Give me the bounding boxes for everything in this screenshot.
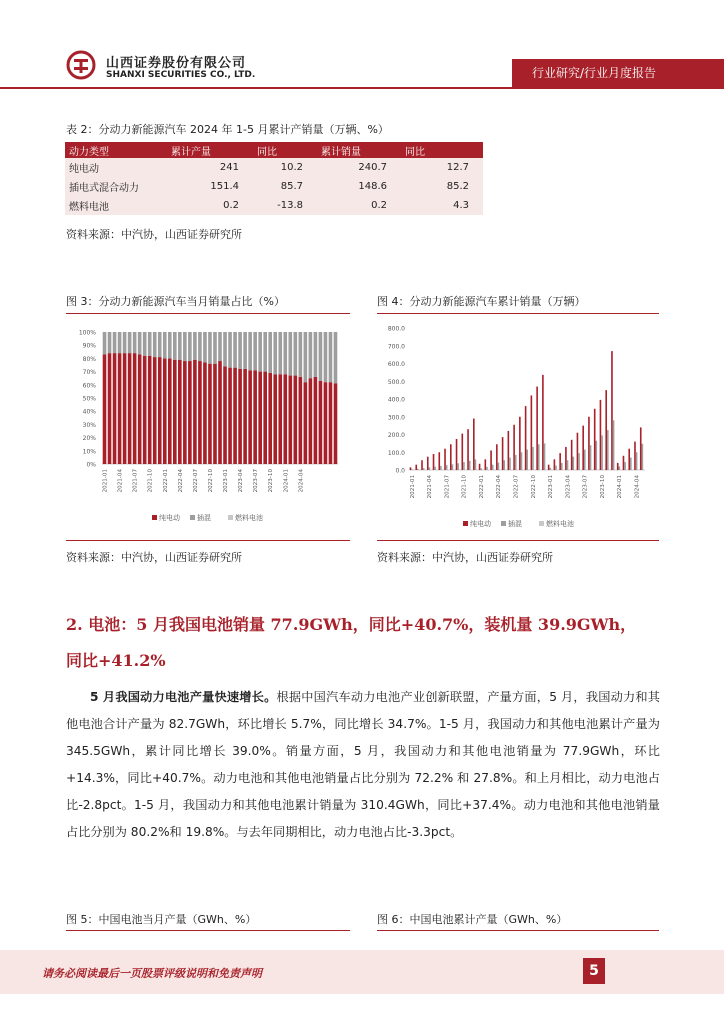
- bar-segment: [173, 332, 177, 360]
- fig4-top-rule: [377, 313, 659, 314]
- bar-segment: [283, 374, 287, 464]
- bar-segment: [253, 332, 257, 370]
- table2-source: 资料来源：中汽协，山西证券研究所: [66, 228, 242, 241]
- y-tick-label: 700.0: [387, 343, 405, 351]
- y-tick-label: 200.0: [387, 432, 405, 439]
- x-tick-label: 2023-01: [223, 469, 230, 493]
- table-cell: 241: [167, 158, 253, 177]
- bar: [452, 464, 454, 470]
- bar: [601, 435, 603, 470]
- y-tick-label: 10%: [82, 448, 96, 456]
- fig3-bottom-rule: [66, 540, 350, 541]
- bar: [502, 437, 504, 470]
- y-tick-label: 90%: [82, 342, 96, 350]
- x-tick-label: 2024-01: [617, 475, 624, 499]
- bar-segment: [238, 332, 242, 369]
- bar-segment: [158, 332, 162, 357]
- fig6-caption: 图 6：中国电池累计产量（GWh、%）: [377, 913, 568, 926]
- bar: [440, 466, 442, 470]
- bar: [600, 400, 602, 470]
- x-tick-label: 2023-07: [582, 475, 589, 499]
- bar-segment: [223, 332, 227, 366]
- bar: [605, 390, 607, 470]
- bar: [567, 460, 569, 470]
- bar-segment: [288, 332, 292, 376]
- bar-segment: [324, 382, 328, 464]
- bar: [526, 450, 528, 470]
- bar-segment: [128, 332, 132, 353]
- bar: [559, 453, 561, 470]
- bar-segment: [258, 372, 262, 464]
- fig3-caption: 图 3：分动力新能源汽车当月销量占比（%）: [66, 295, 285, 308]
- bar: [411, 469, 413, 470]
- bar: [486, 467, 488, 470]
- legend-label: 插混: [197, 514, 211, 522]
- company-name-cn: 山西证券股份有限公司: [106, 56, 247, 71]
- bar: [595, 441, 597, 470]
- table2-header: 累计产量: [167, 142, 253, 158]
- fig4-chart: [377, 318, 659, 534]
- x-tick-label: 2023-10: [268, 469, 275, 493]
- bar: [450, 444, 452, 470]
- legend-swatch: [463, 521, 468, 526]
- bar-segment: [188, 361, 192, 464]
- x-tick-label: 2021-10: [461, 475, 468, 499]
- table-cell: 12.7: [401, 158, 483, 177]
- bar-segment: [113, 353, 117, 464]
- bar: [554, 459, 556, 470]
- bar-segment: [233, 332, 237, 368]
- bar-segment: [183, 361, 187, 464]
- bar: [617, 463, 619, 470]
- bar-segment: [278, 374, 282, 464]
- bar: [555, 466, 557, 470]
- bar: [607, 430, 609, 470]
- bar: [590, 445, 592, 470]
- bar-segment: [193, 360, 197, 464]
- bar-segment: [309, 378, 313, 464]
- x-tick-label: 2021-01: [409, 475, 416, 499]
- bar: [628, 449, 630, 470]
- bar-segment: [208, 364, 212, 464]
- bar: [429, 467, 431, 470]
- y-tick-label: 80%: [82, 355, 96, 363]
- x-tick-label: 2023-07: [253, 469, 260, 493]
- bar: [444, 449, 446, 470]
- bar-segment: [309, 332, 313, 378]
- bar: [588, 417, 590, 470]
- bar-segment: [163, 358, 167, 464]
- bar: [634, 442, 636, 470]
- y-tick-label: 300.0: [387, 414, 405, 422]
- bar: [498, 463, 500, 470]
- bar: [423, 468, 425, 470]
- bar-segment: [304, 382, 308, 464]
- bar: [415, 465, 417, 470]
- bar: [624, 462, 626, 470]
- x-tick-label: 2021-04: [427, 475, 434, 499]
- bar-segment: [294, 332, 298, 376]
- legend-swatch: [539, 521, 544, 526]
- fig3-chart: [66, 318, 350, 534]
- y-tick-label: 40%: [82, 408, 96, 416]
- x-tick-label: 2022-07: [192, 469, 199, 493]
- bar: [446, 465, 448, 470]
- y-tick-label: 400.0: [387, 396, 405, 404]
- bar-segment: [198, 332, 202, 361]
- bar-segment: [118, 353, 122, 464]
- bar: [479, 464, 481, 470]
- table-cell: 燃料电池: [65, 196, 167, 215]
- bar-segment: [268, 332, 272, 373]
- bar-segment: [123, 353, 127, 464]
- bar-segment: [228, 332, 232, 368]
- x-tick-label: 2022-07: [513, 475, 520, 499]
- bar-segment: [273, 374, 277, 464]
- bar-segment: [103, 354, 107, 464]
- bar-segment: [133, 332, 137, 353]
- x-tick-label: 2023-04: [238, 469, 245, 493]
- y-tick-label: 0.0: [395, 467, 405, 475]
- bar-segment: [273, 332, 277, 374]
- table-cell: 4.3: [401, 196, 483, 215]
- lead-sentence: 5 月我国动力电池产量快速增长。: [90, 690, 277, 704]
- bar-segment: [108, 332, 112, 353]
- y-tick-label: 0%: [86, 461, 96, 469]
- x-tick-label: 2024-04: [298, 469, 305, 493]
- bar: [571, 440, 573, 470]
- table2-header: 同比: [401, 142, 483, 158]
- bar-segment: [173, 360, 177, 464]
- y-tick-label: 100%: [78, 329, 96, 337]
- body-text: 根据中国汽车动力电池产业创新联盟，产量方面，5 月，我国动力和其他电池合计产量为 82.7GWh，环比增长 5.7%，同比增长 34.7%。1-5 月，我国动力和其他电池累计产量为 345.5GWh，累计同比增长 39.0%。销量方面，5 月，我国动力和其他电池销量为 77.9GWh，环比+14.3%，同比+40.7%。动力电池和其他电池销量占比分别为 72.2% 和 27.8%。和上月相比，动力电池占比-2.8pct。1-5 月，我国动力和其他电池累计销量为 310.4GWh，同比+37.4%。动力电池和其他电池销量占比分别为 80.2%和 19.8%。与去年同期相比，动力电池占比-3.3pct。: [66, 690, 660, 839]
- bar-segment: [329, 382, 333, 464]
- bar-segment: [299, 377, 303, 464]
- bar-segment: [218, 361, 222, 464]
- y-tick-label: 600.0: [387, 361, 405, 368]
- bar-segment: [304, 332, 308, 382]
- bar-segment: [243, 332, 247, 369]
- bar: [480, 468, 482, 470]
- bar-segment: [138, 354, 142, 464]
- legend-label: 插混: [508, 520, 522, 528]
- bar-segment: [213, 364, 217, 464]
- bar-segment: [248, 332, 252, 370]
- bar: [509, 458, 511, 470]
- x-tick-label: 2022-10: [207, 469, 214, 493]
- table-cell: 0.2: [317, 196, 401, 215]
- bar-segment: [299, 332, 303, 377]
- x-tick-label: 2022-04: [496, 475, 503, 499]
- bar-segment: [208, 332, 212, 364]
- x-tick-label: 2024-04: [634, 475, 641, 499]
- bar-segment: [294, 376, 298, 464]
- bar: [475, 459, 477, 470]
- table2-header-row: [65, 142, 483, 158]
- bar-segment: [168, 358, 172, 464]
- y-tick-label: 500.0: [387, 378, 405, 386]
- section-heading: 2. 电池：5 月我国电池销量 77.9GWh，同比+40.7%，装机量 39.9GWh，: [66, 615, 637, 634]
- bar: [463, 462, 465, 470]
- bar-segment: [148, 356, 152, 464]
- table-row: [65, 158, 483, 177]
- bar-segment: [108, 353, 112, 464]
- bar: [490, 450, 492, 470]
- table-row: [65, 196, 483, 215]
- table2-header: 累计销量: [317, 142, 401, 158]
- bar: [584, 450, 586, 470]
- bar-segment: [334, 332, 338, 383]
- bar: [611, 351, 613, 470]
- bar-segment: [143, 332, 147, 356]
- footer-disclaimer: 请务必阅读最后一页股票评级说明和免责声明: [42, 967, 262, 980]
- bar-segment: [228, 368, 232, 464]
- bar-segment: [268, 373, 272, 464]
- page-number: 5: [583, 958, 605, 984]
- x-tick-label: 2023-04: [565, 475, 572, 499]
- bar: [503, 460, 505, 470]
- bar: [461, 434, 463, 470]
- fig3-source: 资料来源：中汽协，山西证券研究所: [66, 551, 242, 564]
- legend-label: 纯电动: [470, 520, 491, 528]
- bar: [548, 465, 550, 470]
- bar-segment: [143, 356, 147, 464]
- table2-header: 动力类型: [65, 142, 167, 158]
- bar-segment: [198, 361, 202, 464]
- fig4-caption: 图 4：分动力新能源汽车累计销量（万辆）: [377, 295, 586, 308]
- bar: [536, 387, 538, 470]
- bar: [467, 429, 469, 470]
- legend-swatch: [501, 521, 506, 526]
- bar: [421, 460, 423, 470]
- table-cell: 10.2: [253, 158, 317, 177]
- table-cell: 240.7: [317, 158, 401, 177]
- x-tick-label: 2021-07: [444, 475, 451, 499]
- bar-segment: [183, 332, 187, 361]
- fig5-caption: 图 5：中国电池当月产量（GWh、%）: [66, 913, 257, 926]
- fig4-source: 资料来源：中汽协，山西证券研究所: [377, 551, 553, 564]
- bar-segment: [319, 332, 323, 381]
- bar: [492, 465, 494, 470]
- bar-segment: [213, 332, 217, 364]
- bar-segment: [283, 332, 287, 374]
- bar-segment: [319, 381, 323, 464]
- bar: [457, 463, 459, 470]
- bar-segment: [218, 332, 222, 361]
- x-tick-label: 2021-01: [102, 469, 109, 493]
- x-tick-label: 2022-10: [530, 475, 537, 499]
- legend-label: 燃料电池: [546, 520, 574, 528]
- bar-segment: [258, 332, 262, 372]
- x-tick-label: 2022-04: [177, 469, 184, 493]
- bar-segment: [288, 376, 292, 464]
- bar: [549, 468, 551, 470]
- bar: [433, 454, 435, 470]
- bar: [496, 444, 498, 470]
- bar-segment: [158, 357, 162, 464]
- x-tick-label: 2023-10: [599, 475, 606, 499]
- bar-segment: [188, 332, 192, 361]
- bar: [619, 466, 621, 470]
- bar: [578, 453, 580, 470]
- bar: [521, 452, 523, 470]
- bar-segment: [168, 332, 172, 358]
- body-paragraph: [66, 684, 660, 846]
- bar: [438, 452, 440, 470]
- table-cell: 85.7: [253, 177, 317, 196]
- table-row: [65, 177, 483, 196]
- bar: [434, 467, 436, 470]
- bar-segment: [223, 366, 227, 464]
- y-tick-label: 50%: [82, 395, 96, 403]
- bar-segment: [203, 362, 207, 464]
- bar: [636, 452, 638, 470]
- x-tick-label: 2021-04: [117, 469, 124, 493]
- bar: [508, 431, 510, 470]
- y-tick-label: 70%: [82, 369, 96, 377]
- x-tick-label: 2022-01: [162, 469, 169, 493]
- x-tick-label: 2023-01: [548, 475, 555, 499]
- bar-segment: [103, 332, 107, 354]
- bar: [572, 457, 574, 470]
- x-tick-label: 2022-01: [478, 475, 485, 499]
- bar-segment: [203, 332, 207, 362]
- bar: [531, 395, 533, 470]
- bar-segment: [178, 332, 182, 360]
- x-tick-label: 2021-10: [147, 469, 154, 493]
- bar: [613, 420, 615, 470]
- bar-segment: [238, 369, 242, 464]
- bar-segment: [329, 332, 333, 382]
- bar: [525, 406, 527, 470]
- y-tick-label: 60%: [82, 382, 96, 390]
- bar: [538, 444, 540, 470]
- bar: [532, 447, 534, 470]
- bar-segment: [133, 353, 137, 464]
- table2-header: 同比: [253, 142, 317, 158]
- fig3-top-rule: [66, 313, 350, 314]
- bar-segment: [263, 372, 267, 464]
- bar: [469, 461, 471, 470]
- bar-segment: [314, 377, 318, 464]
- bar: [577, 433, 579, 470]
- legend-swatch: [190, 515, 195, 520]
- bar-segment: [128, 353, 132, 464]
- bar: [565, 447, 567, 470]
- bar: [410, 467, 412, 470]
- section-heading-cont: 同比+41.2%: [66, 651, 166, 670]
- bar: [594, 409, 596, 470]
- bar: [515, 455, 517, 470]
- fig6-top-rule: [377, 930, 659, 931]
- table2-caption: 表 2：分动力新能源汽车 2024 年 1-5 月累计产销量（万辆、%）: [66, 123, 389, 136]
- bar: [640, 427, 642, 470]
- bar: [623, 456, 625, 470]
- company-logo: [66, 50, 96, 80]
- table-cell: 85.2: [401, 177, 483, 196]
- legend-swatch: [228, 515, 233, 520]
- table-cell: 插电式混合动力: [65, 177, 167, 196]
- bar-segment: [243, 369, 247, 464]
- bar: [513, 425, 515, 470]
- bar-segment: [248, 370, 252, 464]
- bar: [630, 458, 632, 470]
- table2: [65, 142, 483, 215]
- report-type: 行业研究/行业月度报告: [531, 66, 656, 80]
- y-tick-label: 100.0: [387, 449, 405, 457]
- bar-segment: [113, 332, 117, 353]
- bar-segment: [263, 332, 267, 372]
- bar-segment: [153, 357, 157, 464]
- fig5-top-rule: [66, 930, 350, 931]
- bar: [485, 459, 487, 470]
- table-cell: -13.8: [253, 196, 317, 215]
- bar-segment: [118, 332, 122, 353]
- bar: [642, 444, 644, 470]
- fig4-bottom-rule: [377, 540, 659, 541]
- bar: [542, 375, 544, 470]
- bar-segment: [324, 332, 328, 382]
- bar: [544, 443, 546, 470]
- bar-segment: [138, 332, 142, 354]
- bar-segment: [163, 332, 167, 358]
- y-tick-label: 20%: [82, 435, 96, 443]
- bar: [473, 419, 475, 470]
- bar-segment: [178, 360, 182, 464]
- bar-segment: [153, 332, 157, 357]
- legend-label: 纯电动: [159, 514, 180, 522]
- legend-swatch: [152, 515, 157, 520]
- header-divider: [0, 87, 724, 89]
- bar: [519, 417, 521, 470]
- bar-segment: [148, 332, 152, 356]
- bar: [456, 439, 458, 470]
- legend-label: 燃料电池: [235, 514, 263, 522]
- bar-segment: [334, 383, 338, 464]
- bar-segment: [253, 370, 257, 464]
- x-tick-label: 2021-07: [132, 469, 139, 493]
- bar-segment: [314, 332, 318, 377]
- table-cell: 纯电动: [65, 158, 167, 177]
- x-tick-label: 2024-01: [283, 469, 290, 493]
- y-tick-label: 800.0: [387, 325, 405, 333]
- table-cell: 151.4: [167, 177, 253, 196]
- bar: [427, 457, 429, 470]
- table-cell: 0.2: [167, 196, 253, 215]
- bar: [417, 469, 419, 470]
- company-name-en: SHANXI SECURITIES CO., LTD.: [106, 70, 256, 80]
- bar-segment: [233, 368, 237, 464]
- bar-segment: [278, 332, 282, 374]
- bar: [561, 463, 563, 470]
- bar: [582, 426, 584, 470]
- bar-segment: [123, 332, 127, 353]
- bar-segment: [193, 332, 197, 360]
- y-tick-label: 30%: [82, 421, 96, 429]
- table-cell: 148.6: [317, 177, 401, 196]
- report-type-band: [512, 59, 724, 87]
